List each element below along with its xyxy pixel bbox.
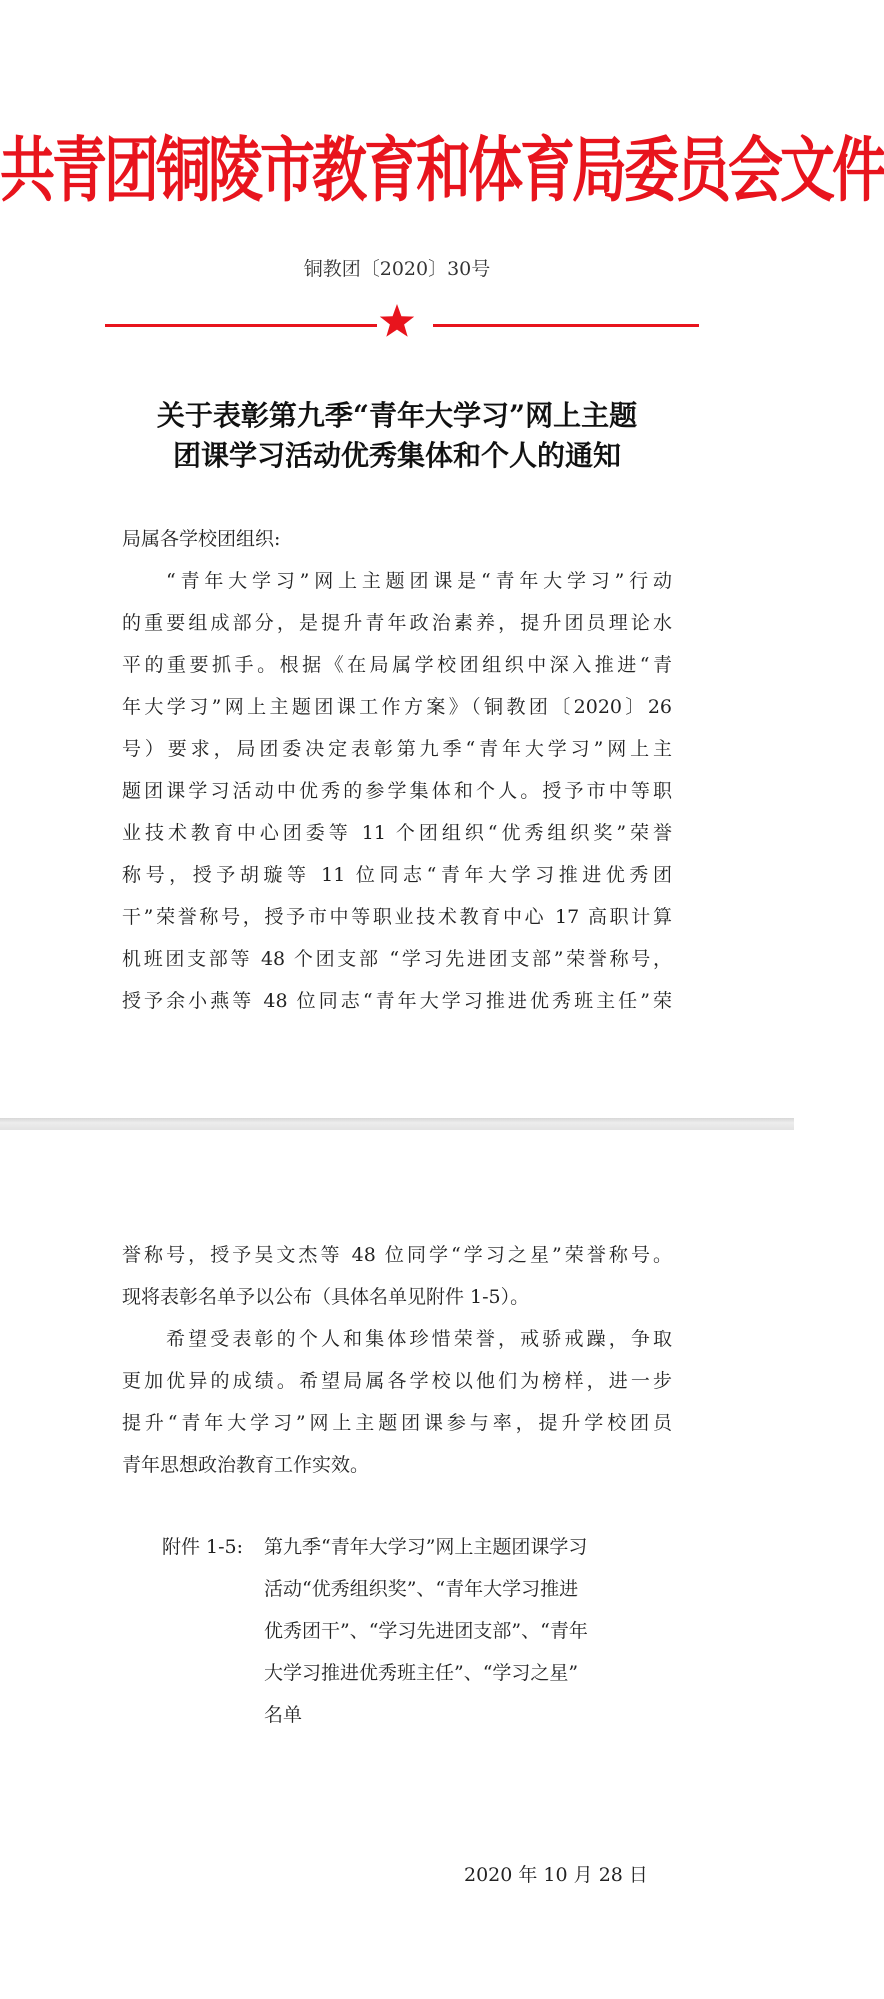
issue-date: 2020 年 10 月 28 日 [464, 1864, 648, 1886]
salutation: 局属各学校团组织: [122, 528, 281, 550]
body-line: 更加优异的成绩。希望局属各学校以他们为榜样，进一步 [122, 1370, 672, 1392]
attachment-line: 大学习推进优秀班主任”、“学习之星” [264, 1662, 579, 1684]
attachment-label: 附件 1-5: [162, 1536, 244, 1558]
notice-title-line-1: 关于表彰第九季“青年大学习”网上主题 [156, 399, 638, 432]
body-line: 干”荣誉称号，授予市中等职业技术教育中心 17 高职计算 [122, 906, 672, 928]
body-line: “青年大学习”网上主题团课是“青年大学习”行动 [166, 570, 672, 592]
body-line: 题团课学习活动中优秀的参学集体和个人。授予市中等职 [122, 780, 672, 802]
attachment-line: 第九季“青年大学习”网上主题团课学习 [264, 1536, 588, 1558]
attachment-line: 活动“优秀组织奖”、“青年大学习推进 [264, 1578, 579, 1600]
body-line: 年大学习”网上主题团课工作方案》（铜教团〔2020〕26 [122, 696, 672, 718]
body-line: 授予余小燕等 48 位同志“青年大学习推进优秀班主任”荣 [122, 990, 672, 1012]
red-star-icon [378, 302, 416, 340]
attachment-line: 名单 [264, 1704, 303, 1726]
body-line: 现将表彰名单予以公布（具体名单见附件 1-5）。 [122, 1286, 530, 1308]
body-line: 希望受表彰的个人和集体珍惜荣誉，戒骄戒躁，争取 [166, 1328, 672, 1350]
body-line: 业技术教育中心团委等 11 个团组织“优秀组织奖”荣誉 [122, 822, 672, 844]
body-line: 机班团支部等 48 个团支部 “学习先进团支部”荣誉称号， [122, 948, 672, 970]
document-number: 铜教团〔2020〕30号 [303, 258, 491, 280]
body-line: 的重要组成部分，是提升青年政治素养，提升团员理论水 [122, 612, 672, 634]
red-rule-right [433, 324, 699, 327]
body-line: 号）要求，局团委决定表彰第九季“青年大学习”网上主 [122, 738, 672, 760]
body-line: 平的重要抓手。根据《在局属学校团组织中深入推进“青 [122, 654, 672, 676]
body-line: 称号，授予胡璇等 11 位同志“青年大学习推进优秀团 [122, 864, 672, 886]
attachment-line: 优秀团干”、“学习先进团支部”、“青年 [264, 1620, 588, 1642]
body-line: 提升“青年大学习”网上主题团课参与率，提升学校团员 [122, 1412, 672, 1434]
notice-title-line-2: 团课学习活动优秀集体和个人的通知 [172, 439, 621, 472]
page-separator [0, 1118, 794, 1130]
body-line: 誉称号，授予吴文杰等 48 位同学“学习之星”荣誉称号。 [122, 1244, 672, 1266]
red-header-title: 共青团铜陵市教育和体育局委员会文件 [0, 128, 884, 212]
body-line: 青年思想政治教育工作实效。 [122, 1454, 370, 1476]
red-rule-left [105, 324, 377, 327]
